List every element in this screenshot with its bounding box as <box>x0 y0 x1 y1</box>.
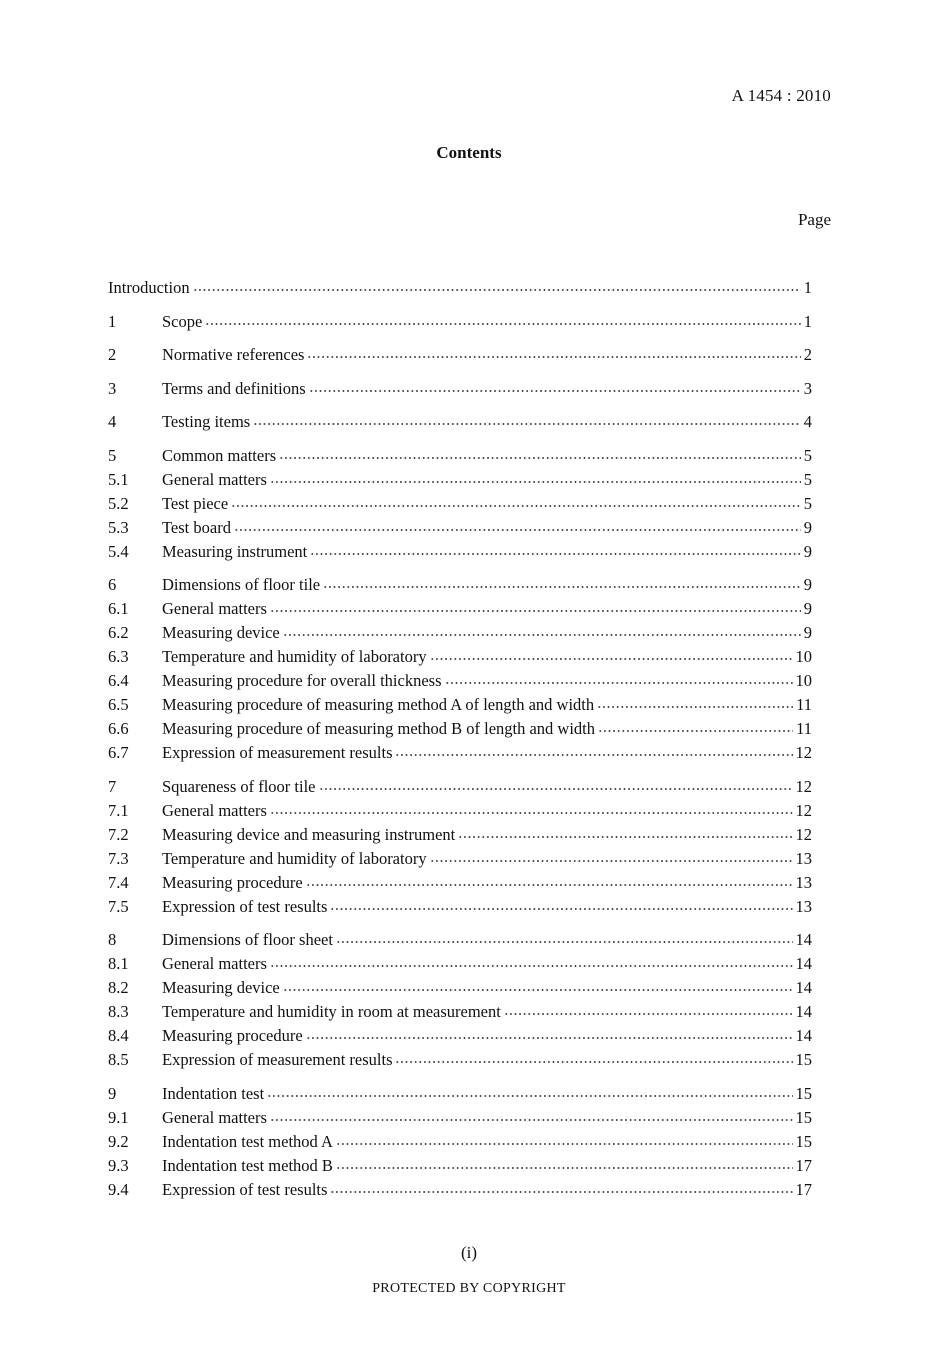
toc-entry[interactable] <box>108 468 812 492</box>
toc-entry-number: 6.1 <box>108 599 129 618</box>
toc-entry-page: 13 <box>795 872 812 892</box>
toc-entry-title: Temperature and humidity of laboratory <box>162 647 427 666</box>
toc-entry[interactable] <box>108 1154 812 1178</box>
dot-leader <box>319 788 793 790</box>
toc-entry-title: Test piece <box>162 493 229 513</box>
toc-entry-title: Expression of measurement results <box>162 1050 393 1069</box>
toc-entry-title: Measuring procedure of measuring method A of length and width <box>162 695 595 714</box>
toc-entry-number: 8.1 <box>108 954 129 973</box>
toc-entry[interactable] <box>108 1178 812 1202</box>
toc-entry-number: 9.2 <box>108 1131 129 1151</box>
toc-entry-number: 2 <box>108 345 117 364</box>
toc-entry[interactable] <box>108 645 812 669</box>
dot-leader <box>306 884 793 886</box>
toc-entry-page: 13 <box>795 896 812 916</box>
toc-entry[interactable] <box>108 1024 812 1048</box>
toc-entry-title: Temperature and humidity of laboratory <box>162 848 427 868</box>
toc-entry-number: 6.5 <box>108 695 129 714</box>
toc-entry-page: 15 <box>795 1107 812 1127</box>
copyright-notice: PROTECTED BY COPYRIGHT <box>372 1281 566 1296</box>
toc-entry[interactable] <box>108 492 812 516</box>
toc-entry-title: Normative references <box>162 345 305 364</box>
toc-entry[interactable] <box>108 377 812 401</box>
toc-entry-title: General matters <box>162 800 267 820</box>
toc-entry[interactable] <box>108 410 812 434</box>
page-column-label: Page <box>797 210 831 229</box>
toc-entry-page: 17 <box>795 1179 812 1199</box>
toc-entry-title: General matters <box>162 954 267 973</box>
dot-leader <box>270 481 801 483</box>
toc-entry-page: 12 <box>795 824 812 844</box>
toc-entry-page: 1 <box>803 278 812 297</box>
toc-entry[interactable] <box>108 621 812 645</box>
dot-leader <box>270 610 801 612</box>
dot-leader <box>504 1013 793 1015</box>
toc-entry-page: 14 <box>795 930 812 949</box>
toc-entry[interactable] <box>108 895 812 919</box>
dot-leader <box>310 553 800 555</box>
toc-entry-number: 5.2 <box>108 493 129 513</box>
toc-entry-title: Measuring instrument <box>162 541 308 561</box>
toc-entry-page: 17 <box>795 1155 812 1175</box>
toc-entry-number: 5 <box>108 445 117 465</box>
dot-leader <box>270 965 793 967</box>
toc-entry-title: Measuring device <box>162 623 280 642</box>
toc-entry-title: Squareness of floor tile <box>162 776 316 796</box>
toc-entry[interactable] <box>108 343 812 367</box>
dot-leader <box>270 812 793 814</box>
toc-entry-number: 6.3 <box>108 647 129 666</box>
toc-entry[interactable] <box>108 952 812 976</box>
toc-entry-number: 9.4 <box>108 1179 129 1199</box>
dot-leader <box>307 356 800 358</box>
toc-entry[interactable] <box>108 669 812 693</box>
toc-entry-number: 7.2 <box>108 824 129 844</box>
toc-entry-page: 10 <box>795 647 812 666</box>
toc-entry-title: Common matters <box>162 445 277 465</box>
toc-entry[interactable] <box>108 1130 812 1154</box>
dot-leader <box>231 505 801 507</box>
toc-entry-page: 15 <box>795 1050 812 1069</box>
toc-entry[interactable] <box>108 976 812 1000</box>
toc-entry-title: Temperature and humidity in room at measurement <box>162 1002 501 1021</box>
toc-entry[interactable] <box>108 444 812 468</box>
toc-entry-number: 7.4 <box>108 872 129 892</box>
toc-entry[interactable] <box>108 847 812 871</box>
dot-leader <box>234 529 801 531</box>
toc-entry[interactable] <box>108 276 812 300</box>
toc-entry[interactable] <box>108 928 812 952</box>
toc-entry-page: 15 <box>795 1083 812 1103</box>
toc-entry-number: 8 <box>108 930 117 949</box>
toc-entry[interactable] <box>108 799 812 823</box>
toc-entry-title: Measuring procedure of measuring method B of length and width <box>162 719 596 738</box>
dot-leader <box>279 457 801 459</box>
toc-entry-title: Measuring procedure for overall thickness <box>162 671 442 690</box>
toc-entry-page: 12 <box>795 776 812 796</box>
toc-entry[interactable] <box>108 1082 812 1106</box>
dot-leader <box>267 1095 792 1097</box>
toc-entry-page: 14 <box>795 1026 812 1045</box>
dot-leader <box>323 586 801 588</box>
toc-entry[interactable] <box>108 597 812 621</box>
contents-title: Contents <box>436 143 502 162</box>
toc-entry-page: 4 <box>803 412 812 431</box>
toc-entry-title: General matters <box>162 1107 267 1127</box>
toc-entry-page: 3 <box>803 378 812 398</box>
toc-entry-title: Measuring procedure <box>162 872 303 892</box>
dot-leader <box>430 658 793 660</box>
dot-leader <box>336 941 793 943</box>
toc-entry-number: 5.4 <box>108 541 129 561</box>
dot-leader <box>430 860 793 862</box>
toc-entry-number: 6.2 <box>108 623 129 642</box>
dot-leader <box>270 1119 793 1121</box>
toc-entry-number: 7.1 <box>108 800 129 820</box>
toc-entry-page: 12 <box>795 800 812 820</box>
toc-entry[interactable] <box>108 823 812 847</box>
toc-entry-page: 5 <box>803 493 812 513</box>
dot-leader <box>597 706 793 708</box>
toc-entry-page: 9 <box>803 575 812 594</box>
toc-entry-title: Test board <box>162 517 231 537</box>
toc-entry-number: 6.6 <box>108 719 129 738</box>
dot-leader <box>193 289 801 291</box>
toc-entry[interactable] <box>108 871 812 895</box>
toc-entry-number: 9 <box>108 1083 117 1103</box>
toc-entry-number: 7.3 <box>108 848 129 868</box>
toc-entry-title: Indentation test <box>162 1083 265 1103</box>
dot-leader <box>309 390 801 392</box>
document-id: A 1454 : 2010 <box>731 86 831 105</box>
toc-entry[interactable] <box>108 1000 812 1024</box>
toc-entry-number: 9.3 <box>108 1155 129 1175</box>
toc-entry-number: 5.3 <box>108 517 129 537</box>
toc-entry-title: Dimensions of floor sheet <box>162 930 333 949</box>
toc-entry-page: 5 <box>803 445 812 465</box>
footer-page-number: (i) <box>460 1243 478 1262</box>
dot-leader <box>336 1167 793 1169</box>
dot-leader <box>598 730 793 732</box>
dot-leader <box>330 1191 792 1193</box>
toc-entry-number: 6.4 <box>108 671 129 690</box>
toc-entry-page: 1 <box>803 311 812 331</box>
toc-entry-page: 9 <box>803 623 812 642</box>
toc-entry-title: Indentation test method A <box>162 1131 333 1151</box>
toc-entry-title: Dimensions of floor tile <box>162 575 321 594</box>
toc-entry-page: 9 <box>803 541 812 561</box>
toc-entry-number: 7 <box>108 776 117 796</box>
dot-leader <box>445 682 793 684</box>
toc-entry-page: 13 <box>795 848 812 868</box>
toc-entry-title: General matters <box>162 599 267 618</box>
toc-entry-title: Testing items <box>162 412 251 431</box>
dot-leader <box>330 908 792 910</box>
toc-entry-page: 9 <box>803 517 812 537</box>
toc-entry-page: 14 <box>795 1002 812 1021</box>
toc-entry-page: 5 <box>803 469 812 489</box>
toc-entry-number: 4 <box>108 412 117 431</box>
toc-entry-number: 8.3 <box>108 1002 129 1021</box>
dot-leader <box>395 754 792 756</box>
toc-entry[interactable] <box>108 310 812 334</box>
dot-leader <box>306 1037 793 1039</box>
toc-entry-title: Expression of measurement results <box>162 743 393 762</box>
toc-entry-title: Measuring device <box>162 978 280 997</box>
dot-leader <box>205 323 800 325</box>
toc-entry-page: 14 <box>795 978 812 997</box>
table-of-contents <box>108 276 812 1202</box>
dot-leader <box>283 634 801 636</box>
toc-entry[interactable] <box>108 693 812 717</box>
toc-entry-page: 2 <box>803 345 812 364</box>
dot-leader <box>458 836 792 838</box>
toc-entry[interactable] <box>108 775 812 799</box>
toc-entry-number: 8.2 <box>108 978 129 997</box>
toc-entry[interactable] <box>108 516 812 540</box>
toc-entry-page: 14 <box>795 954 812 973</box>
toc-entry-title: Expression of test results <box>162 896 328 916</box>
toc-entry-number: 8.5 <box>108 1050 129 1069</box>
toc-entry-number: 1 <box>108 311 117 331</box>
toc-entry-number: 3 <box>108 378 117 398</box>
toc-entry-number: 8.4 <box>108 1026 129 1045</box>
toc-entry-number: 6.7 <box>108 743 129 762</box>
toc-entry-title: Scope <box>162 311 203 331</box>
toc-entry-page: 12 <box>795 743 812 762</box>
toc-entry-number: 5.1 <box>108 469 129 489</box>
toc-entry-page: 10 <box>795 671 812 690</box>
toc-entry-number: 6 <box>108 575 117 594</box>
toc-entry-title: General matters <box>162 469 267 489</box>
toc-entry[interactable] <box>108 1048 812 1072</box>
toc-entry-number: 9.1 <box>108 1107 129 1127</box>
toc-entry-number: 7.5 <box>108 896 129 916</box>
toc-entry[interactable] <box>108 741 812 765</box>
dot-leader <box>395 1061 792 1063</box>
toc-entry-title: Measuring procedure <box>162 1026 303 1045</box>
toc-entry-page: 11 <box>796 695 812 714</box>
toc-entry-title: Measuring device and measuring instrument <box>162 824 456 844</box>
toc-entry-page: 15 <box>795 1131 812 1151</box>
dot-leader <box>336 1143 793 1145</box>
toc-entry-page: 11 <box>796 719 812 738</box>
dot-leader <box>253 423 801 425</box>
toc-entry[interactable] <box>108 717 812 741</box>
toc-entry-title: Terms and definitions <box>162 378 306 398</box>
toc-entry-page: 9 <box>803 599 812 618</box>
dot-leader <box>283 989 793 991</box>
toc-entry[interactable] <box>108 1106 812 1130</box>
toc-entry[interactable] <box>108 573 812 597</box>
toc-entry-title: Expression of test results <box>162 1179 328 1199</box>
toc-entry[interactable] <box>108 540 812 564</box>
toc-entry-title: Introduction <box>108 278 190 297</box>
toc-entry-title: Indentation test method B <box>162 1155 333 1175</box>
